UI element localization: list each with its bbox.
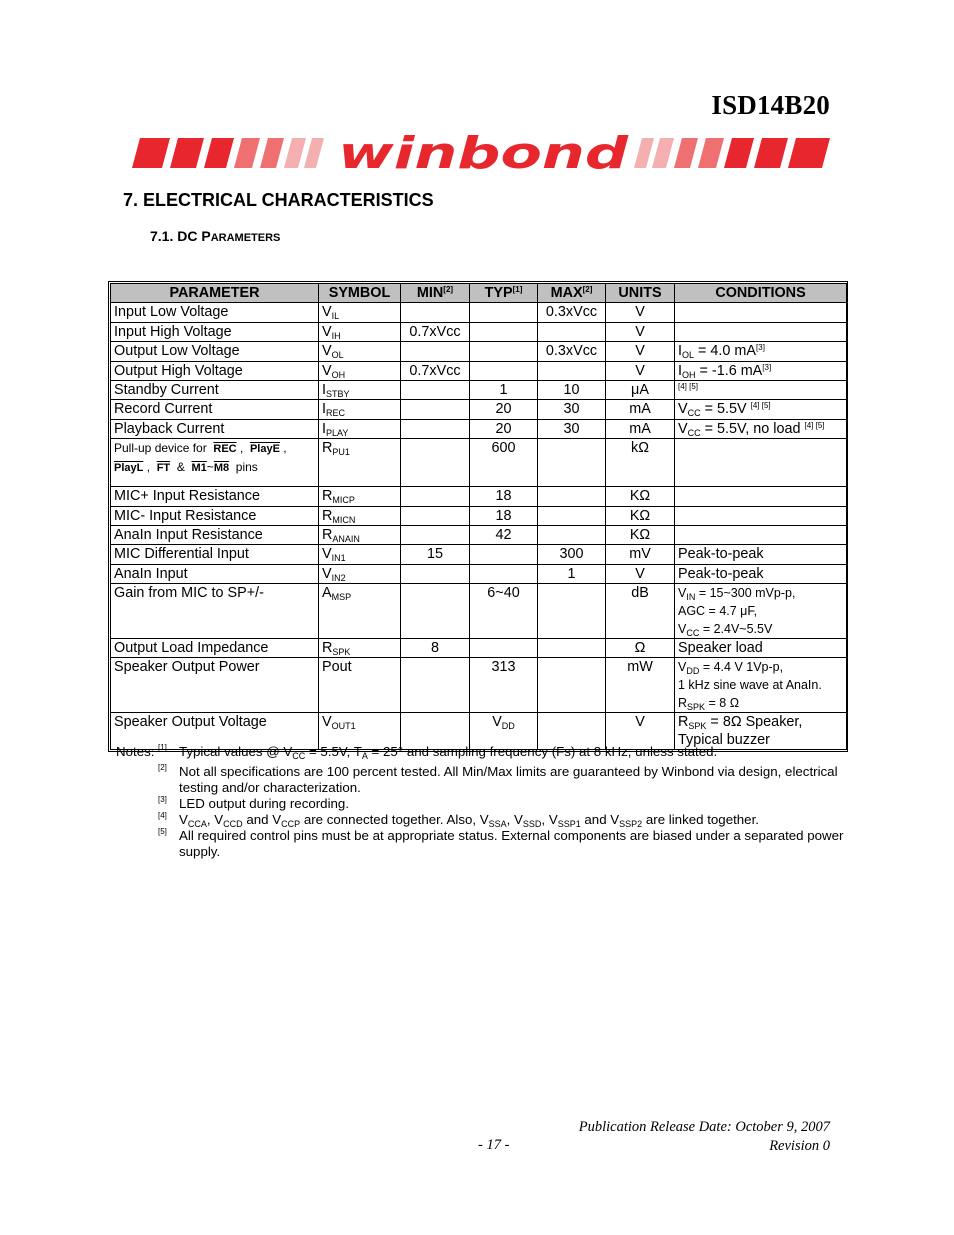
document-title: ISD14B20 [711, 90, 830, 120]
header-typ: TYP[1] [470, 284, 538, 303]
pin-ft: $\overline{FT}$ [156, 462, 171, 475]
note-5: [5] All required control pins must be at appropriate status. External components are biased under a separated power supply. [158, 827, 844, 859]
subsection-title: 7.1. DC PARAMETERS [150, 228, 281, 244]
table-row: AnaIn Input Resistance $R_{ANAIN}$ 42 KΩ [111, 525, 847, 544]
notes-label: Notes: [116, 744, 155, 759]
table-row: AnaIn Input $V_{IN2}$ 1 V Peak-to-peak [111, 564, 847, 583]
table-row: Input Low Voltage $V_{IL}$ 0.3xVcc V [111, 303, 847, 322]
note-4: [4] $V_{CCA}$, $V_{CCD}$ and $V_{CCP}$ are connected together. Also, $V_{SSA}$, $V_{SSD}$, $V_{SSP1}$ and $V_{SSP2}$ are linked together. [158, 811, 759, 829]
table-row: MIC+ Input Resistance $R_{MICP}$ 18 KΩ [111, 487, 847, 506]
table-row: Standby Current $I_{STBY}$ 1 10 μA [4] [5] [111, 380, 847, 399]
table-row: Playback Current $I_{PLAY}$ 20 30 mA $V_{CC} = 5.5V$, no load [4] [5] [111, 419, 847, 438]
pin-playl: PlayL [114, 462, 144, 475]
note-3: [3] LED output during recording. [158, 795, 350, 811]
footer [579, 1118, 830, 1156]
table-row: Output High Voltage $V_{OH}$ 0.7xVcc V $I_{OH} = -1.6$ mA[3] [111, 361, 847, 380]
release-date: Publication Release Date: October 9, 2007 [578, 1119, 830, 1135]
svg-text:winbond: winbond [338, 130, 629, 172]
table-header-row [111, 284, 847, 303]
table-row: MIC Differential Input $V_{IN1}$ 15 300 mV Peak-to-peak [111, 545, 847, 564]
table-row: Gain from MIC to SP+/- $A_{MSP}$ 6~40 dB $V_{IN}$ = 15~300 mVp-p, AGC = 4.7 μF, $V_{CC}$ = 2.4V~5.5V [111, 584, 847, 639]
header-max: MAX[2] [538, 284, 606, 303]
header-min: MIN[2] [401, 284, 470, 303]
table-row: Speaker Output Power Pout 313 mW $V_{DD} = 4.4$ V 1Vp-p, 1 kHz sine wave at AnaIn. $R_{SPK} = 8$ Ω [111, 658, 847, 713]
table-row: Output Low Voltage $V_{OL}$ 0.3xVcc V $I_{OL} = 4.0$ mA[3] [111, 342, 847, 361]
header-units: UNITS [606, 284, 675, 303]
revision: Revision 0 [769, 1138, 830, 1154]
dc-parameters-table [110, 283, 847, 750]
winbond-logo [126, 130, 831, 172]
header-symbol: SYMBOL [319, 284, 401, 303]
pin-rec: $\overline{REC}$ [213, 443, 237, 456]
header-parameter: PARAMETER [111, 284, 319, 303]
notes [116, 744, 846, 860]
table-row: Speaker Output Voltage $V_{OUT1}$ $V_{DD}$ V $R_{SPK} = 8\Omega$ Speaker, Typical buzzer [111, 713, 847, 750]
table-row: Pull-up device for $\overline{REC}$ , PlayE , PlayL , $\overline{FT}$ & M1~M8 pins $R_{PU1}$ 600 kΩ [111, 439, 847, 487]
pin-playe: PlayE [249, 443, 280, 456]
pin-m1: M1 [191, 462, 207, 475]
page-number: - 17 - [478, 1137, 510, 1153]
table-row: MIC- Input Resistance $R_{MICN}$ 18 KΩ [111, 506, 847, 525]
dc-parameters-table-frame [108, 281, 848, 752]
header-conditions: CONDITIONS [675, 284, 847, 303]
table-row: Output Load Impedance $R_{SPK}$ 8 Ω Speaker load [111, 639, 847, 658]
section-title: 7. ELECTRICAL CHARACTERISTICS [123, 190, 434, 210]
note-2: [2] Not all specifications are 100 percent tested. All Min/Max limits are guaranteed by Winbond via design, electrical testing and/or characterization. [158, 763, 838, 795]
pin-m8: M8 [213, 462, 230, 475]
note-1: Notes: [1] Typical values @ $V_{CC} = 5.5V$, $T_A = 25^\circ$ and sampling frequency (Fs) at 8 kHz, unless stated. [116, 743, 718, 761]
table-row: Input High Voltage $V_{IH}$ 0.7xVcc V [111, 322, 847, 341]
table-row: Record Current $I_{REC}$ 20 30 mA $V_{CC} = 5.5V$ [4] [5] [111, 400, 847, 419]
